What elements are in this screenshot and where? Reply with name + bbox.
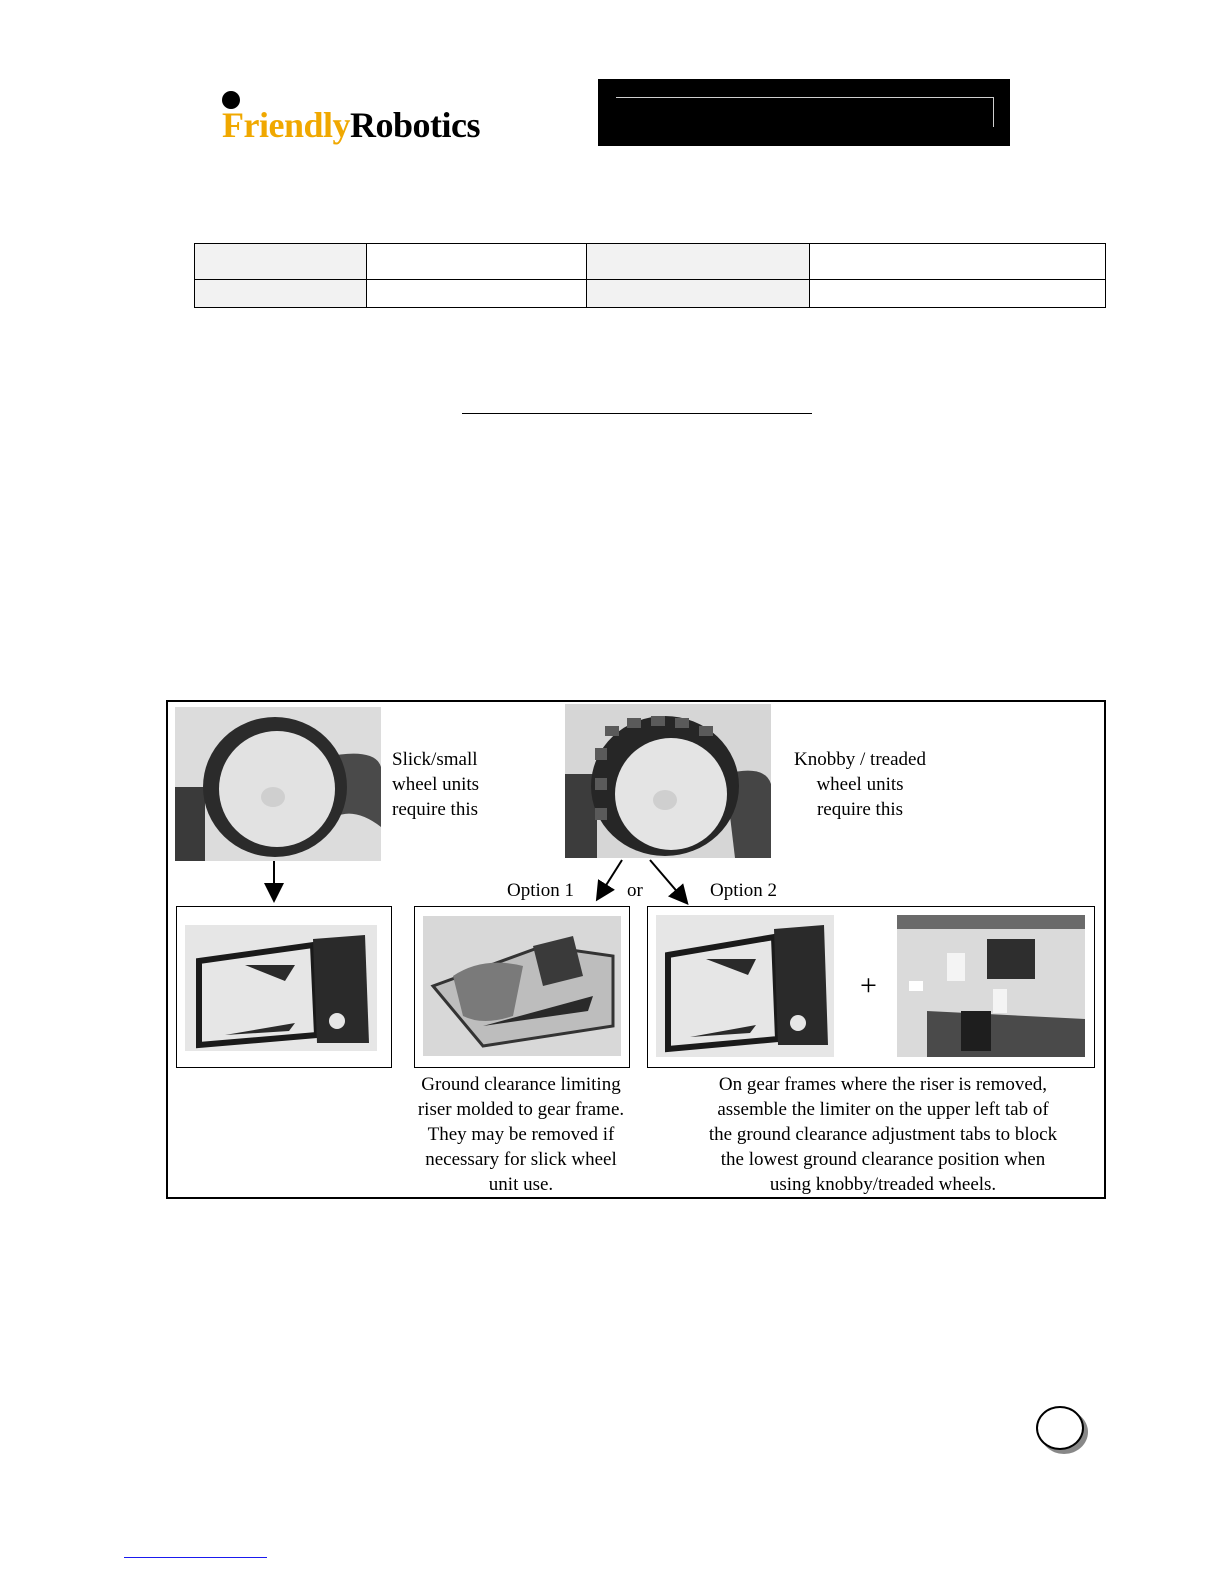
plus-icon: +	[860, 969, 877, 1002]
caption-line: Slick/small	[392, 749, 478, 770]
riser-caption	[396, 1072, 646, 1197]
header-box-line-vertical	[993, 97, 994, 127]
arrow-option2-icon	[650, 860, 686, 902]
arrow-option1-icon	[598, 860, 622, 898]
info-label-cell	[587, 244, 810, 280]
info-value-cell	[367, 244, 587, 280]
caption-line: wheel units	[392, 774, 480, 795]
page-number-badge	[1036, 1406, 1084, 1450]
or-label: or	[627, 880, 643, 901]
caption-line: They may be removed if	[427, 1124, 615, 1145]
caption-line: Ground clearance limiting	[421, 1074, 621, 1095]
limiter-caption	[684, 1072, 1082, 1197]
caption-line: unit use.	[488, 1174, 554, 1195]
caption-line: necessary for slick wheel	[425, 1149, 617, 1170]
info-value-cell	[367, 280, 587, 308]
info-label-cell	[195, 280, 367, 308]
header-box	[598, 79, 1010, 146]
header-box-line	[616, 97, 994, 98]
title-underline	[462, 413, 812, 414]
info-value-cell	[810, 244, 1106, 280]
gear-frame-box	[176, 906, 392, 1068]
option1-label: Option 1	[507, 880, 575, 901]
caption-line: the lowest ground clearance position when	[720, 1149, 1046, 1170]
caption-line: riser molded to gear frame.	[417, 1099, 625, 1120]
caption-line: On gear frames where the riser is removed,	[718, 1074, 1048, 1095]
logo-robotics: Robotics	[350, 105, 480, 145]
info-label-cell	[195, 244, 367, 280]
limiter-frame-box	[647, 906, 1095, 1068]
footer-link[interactable]	[124, 1557, 267, 1558]
caption-line: require this	[392, 799, 479, 820]
info-label-cell	[587, 280, 810, 308]
info-row	[195, 280, 1106, 308]
company-logo	[222, 104, 480, 146]
document-info-table	[194, 243, 1106, 308]
caption-line: require this	[816, 799, 903, 820]
option2-label: Option 2	[710, 880, 778, 901]
info-value-cell	[810, 280, 1106, 308]
caption-line: wheel units	[816, 774, 904, 795]
logo-friendly: Friendly	[222, 105, 350, 145]
info-row	[195, 244, 1106, 280]
riser-frame-box	[414, 906, 630, 1068]
caption-line: assemble the limiter on the upper left tab of	[717, 1099, 1049, 1120]
caption-line: the ground clearance adjustment tabs to block	[708, 1124, 1058, 1145]
wheel-figure	[166, 700, 1106, 1199]
caption-line: Knobby / treaded	[794, 749, 926, 770]
caption-line: using knobby/treaded wheels.	[769, 1174, 997, 1195]
